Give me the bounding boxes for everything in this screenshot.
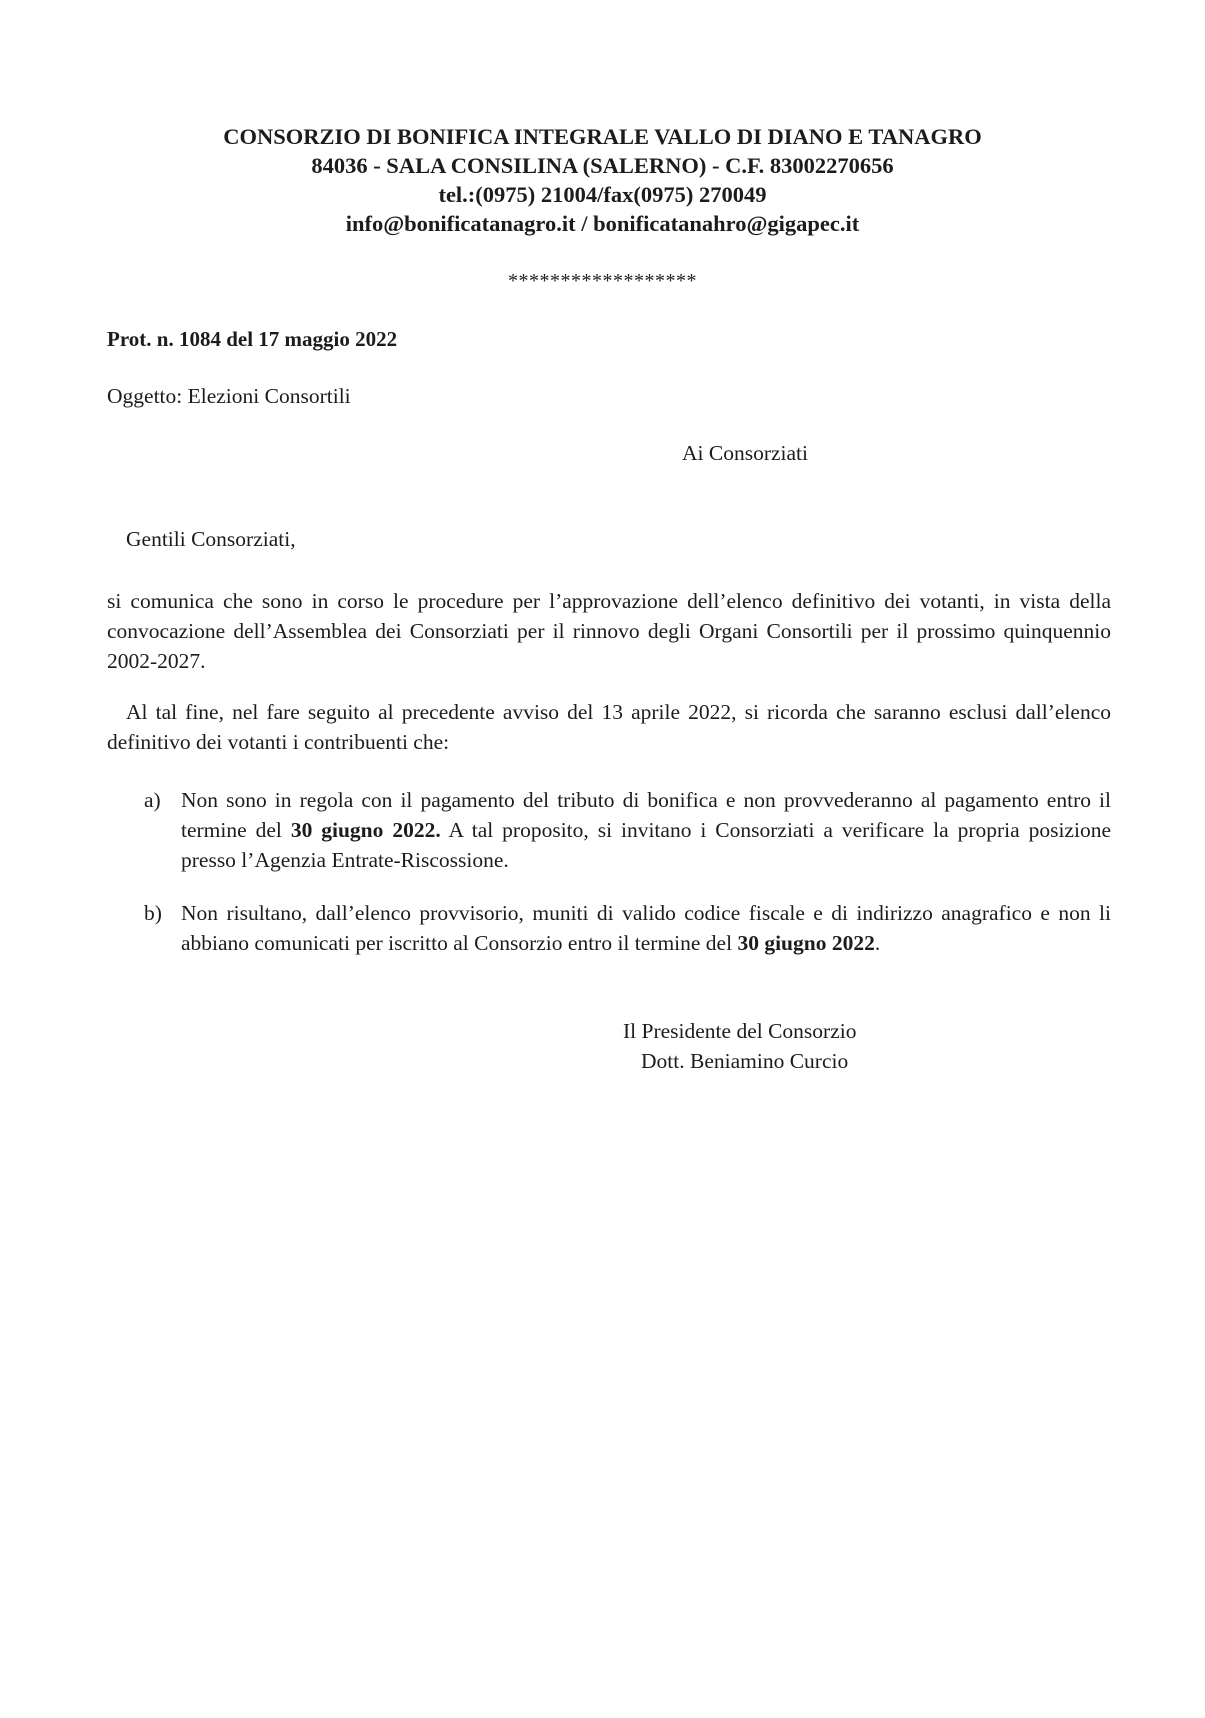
letterhead-org-name: CONSORZIO DI BONIFICA INTEGRALE VALLO DI DIANO E TANAGRO xyxy=(223,124,982,149)
protocol-number: Prot. n. 1084 del 17 maggio 2022 xyxy=(107,327,398,351)
signature-block xyxy=(623,1016,856,1076)
signature-name: Dott. Beniamino Curcio xyxy=(641,1049,849,1073)
recipient: Ai Consorziati xyxy=(682,441,808,465)
list-item-marker: b) xyxy=(144,901,162,925)
body-paragraph-1: si comunica che sono in corso le procedure per l’approvazione dell’elenco definitivo dei votanti, in vista della convocazione dell’Assemblea dei Consorziati per il rinnovo degli Organi Consortili per il prossimo quinquennio 2002-2027. xyxy=(107,589,1111,673)
list-item-marker: a) xyxy=(144,788,161,812)
greeting: Gentili Consorziati, xyxy=(126,527,296,551)
letterhead-emails: info@bonificatanagro.it / bonificatanahro@gigapec.it xyxy=(345,211,860,236)
list-item-text: Non sono in regola con il pagamento del tributo di bonifica e non provvederanno al pagamento entro il termine del 30 giugno 2022. A tal proposito, si invitano i Consorziati a verificare la propria posizione presso l’Agenzia Entrate-Riscossione. xyxy=(181,788,1111,872)
letterhead xyxy=(0,122,1205,238)
list-item xyxy=(144,785,1111,875)
list-item-text: Non risultano, dall’elenco provvisorio, muniti di valido codice fiscale e di indirizzo anagrafico e non li abbiano comunicati per iscritto al Consorzio entro il termine del 30 giugno 2022. xyxy=(181,901,1111,955)
letterhead-address: 84036 - SALA CONSILINA (SALERNO) - C.F. 83002270656 xyxy=(311,153,894,178)
letterhead-phone-fax: tel.:(0975) 21004/fax(0975) 270049 xyxy=(438,182,767,207)
signature-role: Il Presidente del Consorzio xyxy=(623,1019,857,1043)
header-separator: ****************** xyxy=(508,270,697,292)
subject-line: Oggetto: Elezioni Consortili xyxy=(107,384,351,408)
list-item xyxy=(144,898,1111,958)
body-paragraph-2: Al tal fine, nel fare seguito al precedente avviso del 13 aprile 2022, si ricorda che saranno esclusi dall’elenco definitivo dei votanti i contribuenti che: xyxy=(107,700,1111,754)
